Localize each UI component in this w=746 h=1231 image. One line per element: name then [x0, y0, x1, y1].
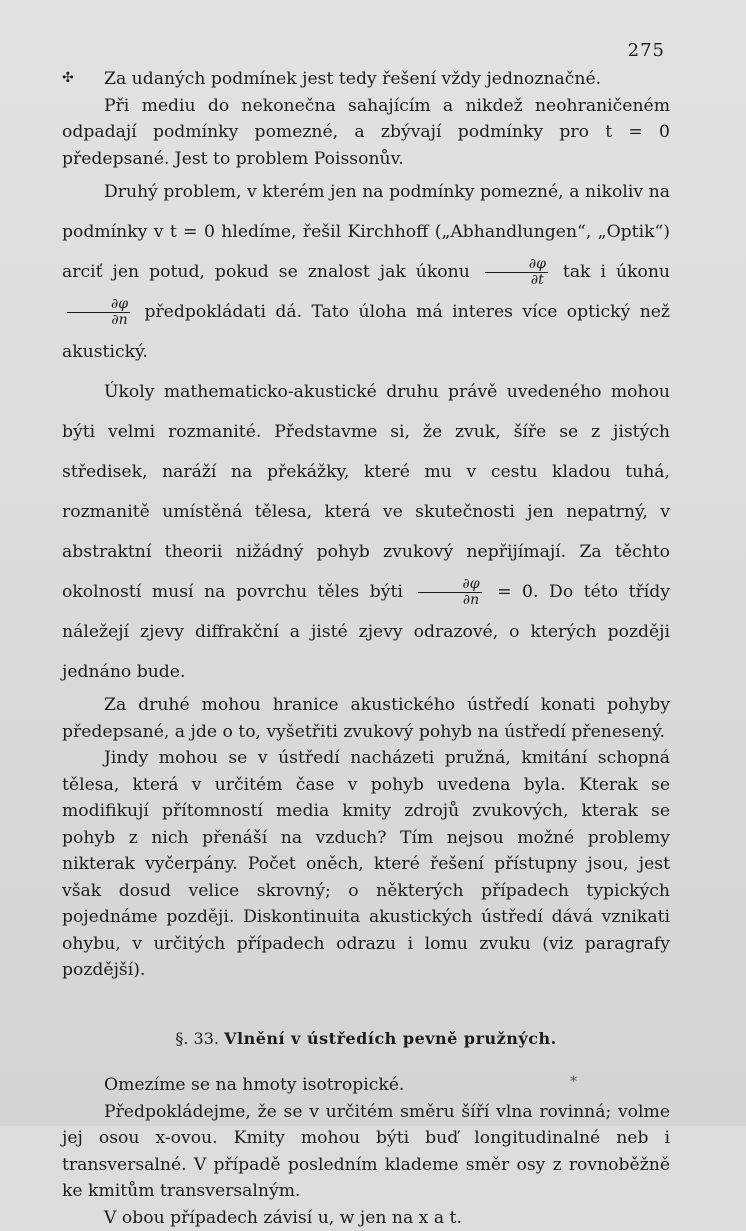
section-heading: [62, 1026, 670, 1053]
fraction-denominator: ∂t: [487, 273, 546, 288]
fraction-dphi-dn: [67, 297, 130, 328]
paragraph: Při mediu do nekonečna sahajícím a nikdež neohraničeném odpadají podmínky pomezné, a zbývají podmínky pro t = 0 předepsané. Jest to problem Poissonův.: [62, 93, 670, 173]
paragraph: Za druhé mohou hranice akustického ústředí konati pohyby předepsané, a jde o to, vyšetřiti zvukový pohyb na ústředí přenesený.: [62, 692, 670, 745]
section-title: Vlnění v ústředích pevně pružných.: [224, 1029, 557, 1048]
paragraph: Jindy mohou se v ústředí nacházeti pružná, kmitání schopná tělesa, která v určitém čase v pohyb uvedena byla. Kterak se modifikují přítomností media kmity zdrojů zvukových, kterak se pohyb z nich přenáší na vzduch? Tím nejsou možné problemy nikterak vyčerpány. Počet oněch, které řešení přístupny jsou, jest však dosud velice skrovný; o některých případech typických pojednáme později. Diskontinuita akustických ústředí dává vznikati ohybu, v určitých případech odrazu i lomu zvuku (viz paragrafy pozdější).: [62, 745, 670, 984]
paragraph-text: = 0.: [497, 582, 538, 602]
fraction-numerator: ∂φ: [485, 257, 548, 273]
paragraph-text: tak i úkonu: [563, 262, 670, 282]
body-text: [62, 66, 670, 1231]
section-number: §. 33.: [175, 1029, 219, 1048]
fraction-numerator: ∂φ: [418, 577, 481, 593]
cross-mark-icon: ✣: [62, 70, 74, 86]
fraction-numerator: ∂φ: [67, 297, 130, 313]
paragraph: V obou případech závisí u, w jen na x a t.: [62, 1205, 670, 1231]
paragraph: Omezíme se na hmoty isotropické.: [62, 1072, 670, 1099]
asterisk-mark-icon: *: [570, 1074, 577, 1090]
paragraph: Za udaných podmínek jest tedy řešení vždy jednoznačné.: [62, 66, 670, 93]
paragraph: Předpokládejme, že se v určitém směru šíří vlna rovinná; volme jej osou x-ovou. Kmity mohou býti buď longitudinalné neb i transversalné. V případě posledním klademe směr osy z rovnoběžně ke kmitům transversalným.: [62, 1099, 670, 1205]
fraction-dphi-dn: [418, 577, 481, 608]
paragraph-text: předpokládati dá. Tato úloha má interes více optický než akustický.: [62, 302, 670, 362]
paragraph: [62, 172, 670, 372]
fraction-dphi-dt: [485, 257, 548, 288]
paragraph-text: Druhý problem, v kterém jen na podmínky pomezné, a nikoliv na podmínky v t = 0 hledíme, řešil Kirchhoff („Abhandlungen“, „Optik“) arciť jen potud, pokud se znalost jak úkonu: [62, 182, 670, 282]
paragraph-text: Do této třídy náležejí zjevy diffrakční a jisté zjevy odrazové, o kterých později jednáno bude.: [62, 582, 670, 682]
page-number: 275: [628, 40, 665, 61]
fraction-denominator: ∂n: [67, 313, 129, 328]
paragraph-text: Úkoly mathematicko-akustické druhu právě uvedeného mohou býti velmi rozmanité. Představme si, že zvuk, šíře se z jistých středisek, naráží na překážky, které mu v cestu kladou tuhá, rozmanitě umístěná tělesa, která ve skutečnosti jen nepatrný, v abstraktní theorii nižádný pohyb zvukový nepřijímají. Za těchto okolností musí na povrchu těles býti: [62, 382, 670, 602]
fraction-denominator: ∂n: [419, 593, 481, 608]
paragraph: [62, 372, 670, 692]
